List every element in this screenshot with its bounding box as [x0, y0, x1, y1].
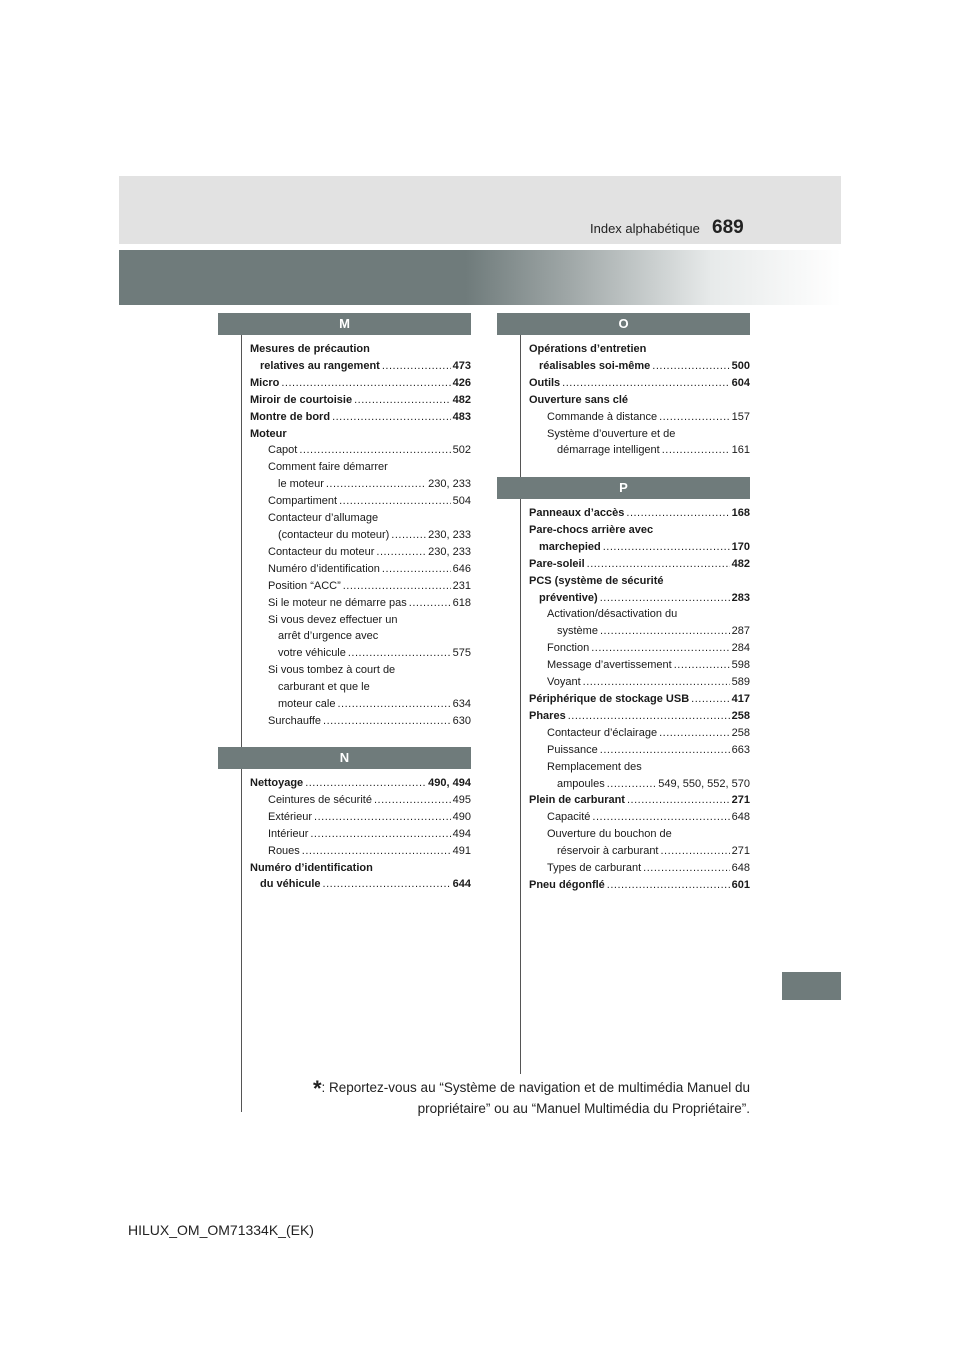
page-ref: 491 [452, 844, 471, 857]
page-ref: 604 [731, 376, 750, 389]
page-ref: 230, 233 [428, 545, 471, 558]
index-subentry: Intérieur ..... 494 [250, 826, 471, 843]
page-ref: 417 [731, 692, 750, 705]
index-entry: relatives au rangement ..... 473 [250, 358, 471, 375]
footnote-line-1: *: Reportez-vous au “Système de navigation et de multimédia Manuel du [312, 1076, 750, 1101]
entry-list [497, 505, 750, 894]
index-entry: réalisables soi-même ..... 500 [529, 358, 750, 375]
page-ref: 230, 233 [428, 478, 471, 491]
index-entry: du véhicule ..... 644 [250, 876, 471, 893]
index-subentry: arrêt d’urgence avec [278, 630, 379, 643]
footnote-line-2: propriétaire” ou au “Manuel Multimédia du Propriétaire”. [417, 1101, 750, 1116]
index-subentry: Extérieur ..... 490 [250, 809, 471, 826]
page-ref: 230, 233 [428, 528, 471, 541]
index-subentry: Types de carburant ..... 648 [529, 860, 750, 877]
index-entry: Ouverture sans clé [529, 393, 629, 406]
index-entry: Pare-soleil ..... 482 [529, 556, 750, 573]
page-ref: 473 [452, 359, 471, 372]
index-subentry: Roues ..... 491 [250, 843, 471, 860]
page-ref: 601 [731, 878, 750, 891]
page-ref: 504 [452, 495, 471, 508]
index-entry: Miroir de courtoisie ..... 482 [250, 392, 471, 409]
page-ref: 634 [452, 698, 471, 711]
index-section-p [497, 477, 750, 894]
page-ref: 157 [731, 410, 750, 423]
index-subentry: (contacteur du moteur) ..... 230, 233 [250, 527, 471, 544]
index-subentry: Puissance ..... 663 [529, 742, 750, 759]
index-entry: Phares ..... 258 [529, 708, 750, 725]
index-entry: Nettoyage ..... 490, 494 [250, 775, 471, 792]
index-entry: Pare-chocs arrière avec [529, 523, 654, 536]
page-ref: 482 [452, 393, 471, 406]
page-ref: 483 [452, 410, 471, 423]
index-entry: Moteur [250, 427, 287, 440]
index-entry: Opérations d’entretien [529, 343, 647, 355]
index-subentry: moteur cale ..... 634 [250, 696, 471, 713]
page-ref: 644 [452, 878, 471, 891]
page-ref: 482 [731, 557, 750, 570]
index-subentry: carburant et que le [278, 681, 370, 694]
index-entry: Panneaux d’accès ..... 168 [529, 505, 750, 522]
page-ref: 287 [731, 625, 750, 638]
footnote [300, 1078, 750, 1119]
index-subentry: Position “ACC” ..... 231 [250, 578, 471, 595]
entry-list [497, 341, 750, 459]
index-subentry: Si vous devez effectuer un [268, 613, 398, 626]
index-entry: marchepied ..... 170 [529, 539, 750, 556]
page-ref: 271 [731, 845, 750, 858]
index-subentry: Fonction ..... 284 [529, 640, 750, 657]
page-ref: 589 [731, 676, 750, 689]
index-entry: PCS (système de sécurité [529, 574, 664, 587]
index-subentry: Comment faire démarrer [268, 461, 388, 474]
index-subentry: Voyant ..... 589 [529, 674, 750, 691]
index-entry: Numéro d’identification [250, 861, 373, 874]
index-section-m [218, 313, 471, 730]
page-ref: 426 [452, 376, 471, 389]
page-ref: 648 [731, 862, 750, 875]
page-ref: 494 [452, 827, 471, 840]
index-subentry: Si le moteur ne démarre pas ..... 618 [250, 595, 471, 612]
index-entry: Pneu dégonflé ..... 601 [529, 877, 750, 894]
index-entry: préventive) ..... 283 [529, 590, 750, 607]
page-ref: 575 [452, 647, 471, 660]
index-subentry: système ..... 287 [529, 623, 750, 640]
page-ref: 284 [731, 642, 750, 655]
index-subentry: Contacteur d’allumage [268, 512, 379, 525]
index-subentry: Compartiment ..... 504 [250, 493, 471, 510]
page-ref: 500 [731, 359, 750, 372]
page-ref: 161 [731, 444, 750, 457]
index-subentry: Ouverture du bouchon de [547, 828, 672, 841]
index-subentry: votre véhicule ..... 575 [250, 645, 471, 662]
entry-list [218, 341, 471, 730]
letter-header: O [497, 313, 750, 335]
index-entry: Mesures de précaution [250, 343, 370, 355]
index-entry: Périphérique de stockage USB ..... 417 [529, 691, 750, 708]
index-subentry: ampoules ..... 549, 550, 552, 570 [529, 776, 750, 793]
index-subentry: Ceintures de sécurité ..... 495 [250, 792, 471, 809]
index-subentry: le moteur ..... 230, 233 [250, 476, 471, 493]
chapter-tab [782, 972, 841, 1000]
page-ref: 618 [452, 596, 471, 609]
index-entry: Plein de carburant ..... 271 [529, 792, 750, 809]
page-ref: 168 [731, 507, 750, 519]
page-ref: 630 [452, 714, 471, 727]
index-subentry: Remplacement des [547, 760, 642, 773]
index-subentry: Numéro d’identification ..... 646 [250, 561, 471, 578]
page-ref: 231 [452, 579, 471, 592]
index-subentry: Message d’avertissement ..... 598 [529, 657, 750, 674]
page-ref: 502 [452, 444, 471, 457]
index-subentry: réservoir à carburant ..... 271 [529, 843, 750, 860]
page-ref: 258 [731, 709, 750, 722]
index-subentry: Si vous tombez à court de [268, 664, 396, 677]
index-section-o [497, 313, 750, 459]
page-ref: 170 [731, 540, 750, 553]
page-ref: 648 [731, 811, 750, 824]
decorative-band [119, 250, 841, 305]
index-subentry: Système d’ouverture et de [547, 427, 676, 440]
index-subentry: Activation/désactivation du [547, 608, 678, 621]
page-ref: 549, 550, 552, 570 [658, 777, 750, 790]
index-section-n [218, 747, 471, 893]
section-title: Index alphabétique [590, 221, 700, 236]
page-ref: 490 [452, 810, 471, 823]
index-subentry: Commande à distance ..... 157 [529, 409, 750, 426]
index-subentry: démarrage intelligent ..... 161 [529, 442, 750, 459]
page-number: 689 [712, 217, 744, 238]
index-subentry: Contacteur d’éclairage ..... 258 [529, 725, 750, 742]
page-ref: 598 [731, 659, 750, 672]
index-subentry: Contacteur du moteur ..... 230, 233 [250, 544, 471, 561]
index-entry: Outils ..... 604 [529, 375, 750, 392]
index-subentry: Capacité ..... 648 [529, 809, 750, 826]
entry-list [218, 775, 471, 893]
page-ref: 271 [731, 794, 750, 807]
index-entry: Montre de bord ..... 483 [250, 409, 471, 426]
page-ref: 490, 494 [428, 777, 471, 789]
page-ref: 258 [731, 726, 750, 739]
letter-header: P [497, 477, 750, 499]
page-ref: 495 [452, 793, 471, 806]
asterisk-icon: * [312, 1076, 322, 1101]
page-ref: 283 [731, 591, 750, 604]
page-ref: 646 [452, 562, 471, 575]
document-id: HILUX_OM_OM71334K_(EK) [128, 1222, 314, 1238]
page-ref: 663 [731, 743, 750, 756]
letter-header: N [218, 747, 471, 769]
letter-header: M [218, 313, 471, 335]
index-subentry: Surchauffe ..... 630 [250, 713, 471, 730]
index-entry: Micro ..... 426 [250, 375, 471, 392]
index-subentry: Capot ..... 502 [250, 442, 471, 459]
